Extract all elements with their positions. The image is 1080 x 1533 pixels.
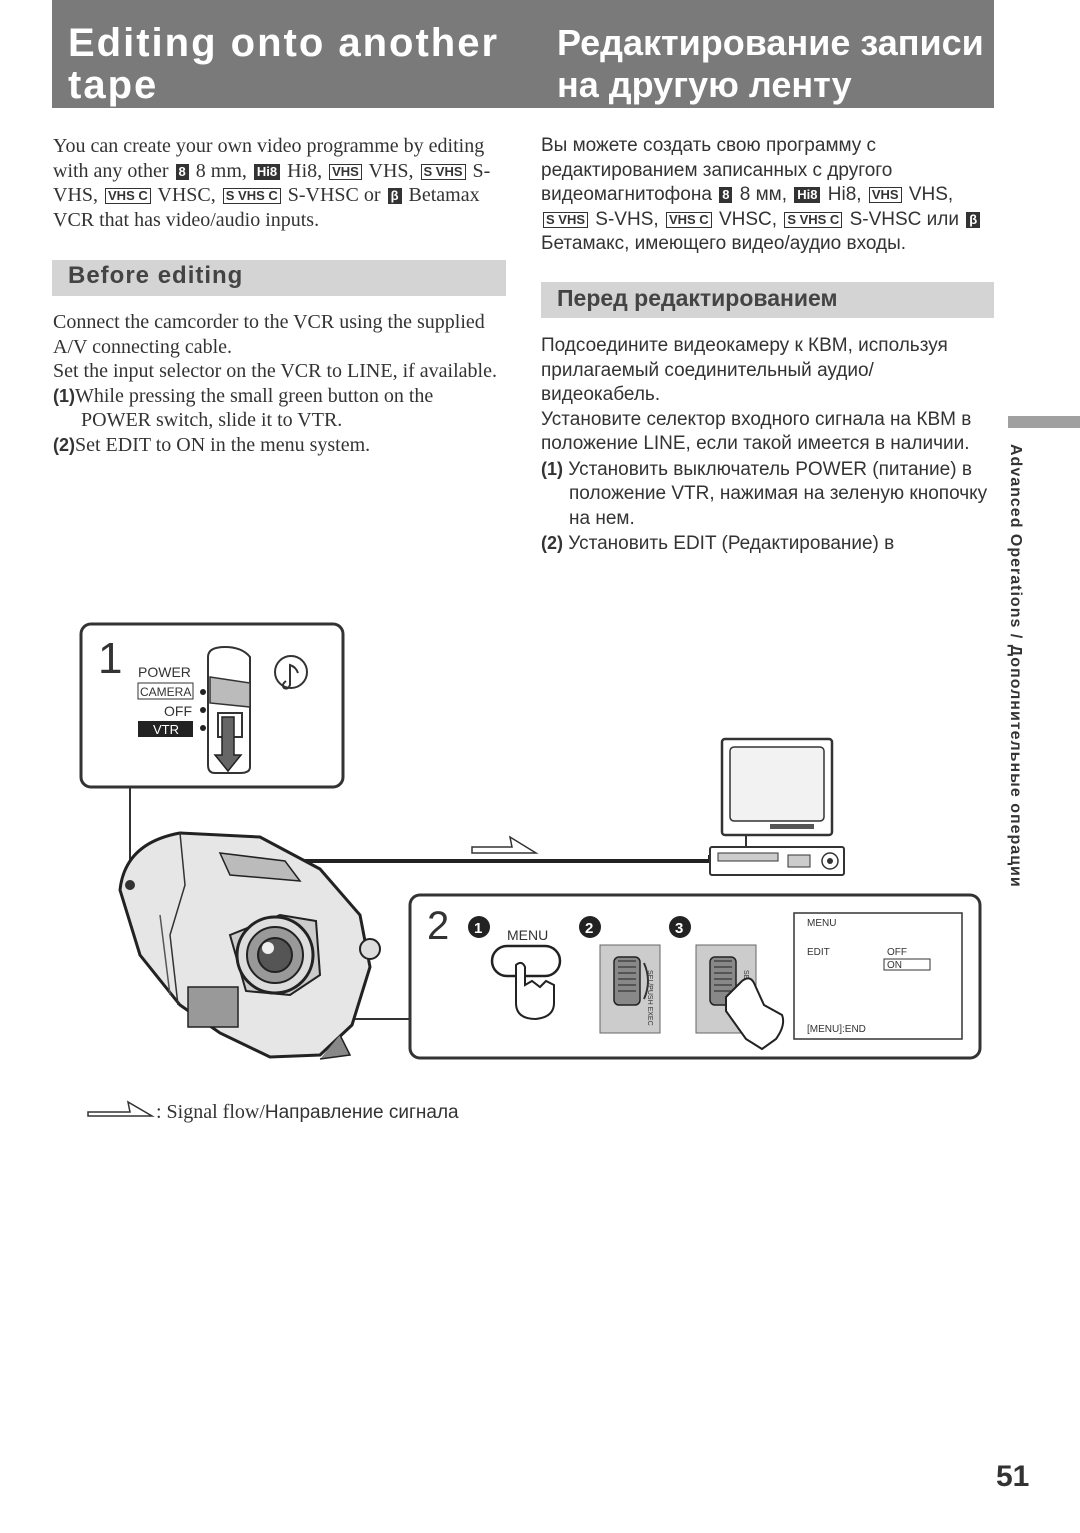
intro-paragraph-en (53, 134, 508, 232)
section-heading-en (52, 260, 506, 296)
control-dial-turn-icon (600, 945, 660, 1033)
8mm-format-icon: 8 (176, 164, 189, 180)
section-body-en (53, 310, 508, 457)
substep-2-badge: 2 (585, 920, 594, 937)
side-section-label: Advanced Operations / Дополнительные операции (1007, 444, 1024, 888)
svhsc-format-icon: S VHS C (784, 212, 842, 228)
dial-label: SEL/PUSH EXEC (646, 970, 653, 1026)
legend-text-ru: Направление сигнала (264, 1102, 459, 1123)
menu-button-label: MENU (507, 927, 549, 943)
vhs-format-icon: VHS (869, 187, 902, 203)
step-item (53, 433, 508, 458)
intro-text: Hi8, (827, 184, 862, 205)
betamax-format-icon: β (966, 212, 980, 228)
step-number: (1) (541, 458, 563, 479)
screen-edit-item: EDIT (807, 947, 830, 958)
svhs-format-icon: S VHS (543, 212, 588, 228)
substep-1-badge: 1 (474, 920, 483, 937)
body-paragraph: Set the input selector on the VCR to LINE, if available. (53, 360, 497, 382)
body-paragraph: Установите селектор входного сигнала на КВМ в положение LINE, если такой имеется в наличии. (541, 408, 972, 454)
step-item (541, 457, 996, 532)
step1-number: 1 (98, 634, 123, 683)
vcr-deck-icon (710, 847, 844, 875)
intro-text: S-VHSC или (849, 208, 959, 230)
step-text: Установить EDIT (Редактирование) в (568, 533, 895, 554)
intro-paragraph-ru (541, 134, 996, 257)
vhsc-format-icon: VHS C (666, 212, 712, 228)
intro-text: S-VHS, (595, 208, 659, 230)
section-heading-ru (541, 282, 994, 318)
vtr-label: VTR (153, 722, 179, 737)
intro-text: S-VHSC or (287, 184, 381, 206)
intro-text: Betamax VCR that has video/audio inputs. (53, 184, 480, 231)
step2-number: 2 (427, 904, 450, 948)
intro-text: 8 мм, (739, 184, 787, 205)
intro-text: VHS, (368, 159, 414, 182)
hi8-format-icon: Hi8 (794, 187, 820, 203)
connection-diagram (70, 615, 990, 1085)
section-body-ru (541, 334, 996, 557)
betamax-format-icon: β (388, 188, 402, 204)
step-text: Set EDIT to ON in the menu system. (75, 433, 371, 456)
section-heading-text: Перед редактированием (557, 285, 838, 311)
step-text: Установить выключатель POWER (питание) в положение VTR, нажимая на зеленую кнопочку на нем. (568, 458, 988, 529)
signal-flow-legend (86, 1098, 566, 1128)
intro-text: Hi8, (287, 159, 323, 182)
screen-menu-title: MENU (807, 918, 837, 929)
sound-beep-icon (275, 656, 307, 689)
step-number: (1) (53, 385, 75, 406)
camera-label: CAMERA (140, 685, 192, 699)
svhs-format-icon: S VHS (421, 164, 466, 180)
body-paragraph: Connect the camcorder to the VCR using the supplied A/V connecting cable. (53, 311, 485, 358)
step1-panel (81, 624, 343, 787)
intro-text: Вы можете создать свою программу с редактированием записанных с другого видеомагнитофона (541, 135, 893, 205)
section-heading-text: Before editing (68, 262, 244, 289)
step2-panel (410, 895, 980, 1058)
signal-flow-arrow-icon (86, 1098, 156, 1122)
intro-text: 8 mm, (195, 159, 247, 182)
camcorder-icon (120, 833, 380, 1059)
page-number: 51 (996, 1460, 1030, 1493)
legend-text-en: : Signal flow/ (156, 1101, 265, 1123)
page-title-ru: Редактирование записи на другую ленту (557, 22, 984, 105)
tv-monitor-icon (722, 739, 832, 835)
svhsc-format-icon: S VHS C (223, 188, 281, 204)
step-item (53, 384, 508, 433)
power-label: POWER (138, 664, 191, 680)
screen-end-hint: [MENU]:END (807, 1024, 866, 1035)
page-title-en: Editing onto another tape (68, 21, 500, 107)
off-label: OFF (164, 703, 192, 719)
legend-text (156, 1101, 459, 1124)
intro-text: VHSC, (718, 208, 778, 230)
menu-screen-display (794, 913, 962, 1039)
screen-off-option: OFF (887, 947, 907, 958)
power-switch-icon (208, 647, 250, 773)
step-item (541, 531, 996, 557)
intro-text: You can create your own video programme by editing with any other (53, 135, 485, 182)
intro-text: VHSC, (157, 184, 216, 206)
step-number: (2) (53, 434, 75, 455)
screen-on-option: ON (887, 960, 902, 971)
intro-text: S-VHS, (53, 159, 491, 206)
step-text: While pressing the small green button on the POWER switch, slide it to VTR. (75, 384, 434, 431)
8mm-format-icon: 8 (719, 187, 732, 203)
step-number: (2) (541, 533, 563, 553)
intro-text: VHS, (908, 184, 954, 205)
section-tab-marker (1008, 416, 1080, 428)
body-paragraph: Подсоедините видеокамеру к КВМ, используя прилагаемый соединительный аудио/ видеокабель. (541, 335, 948, 405)
vhsc-format-icon: VHS C (105, 188, 151, 204)
signal-flow-arrow-icon (472, 837, 536, 853)
substep-3-badge: 3 (675, 920, 684, 937)
intro-text: Бетамакс, имеющего видео/аудио входы. (541, 233, 907, 254)
vhs-format-icon: VHS (329, 164, 362, 180)
hi8-format-icon: Hi8 (254, 164, 280, 180)
